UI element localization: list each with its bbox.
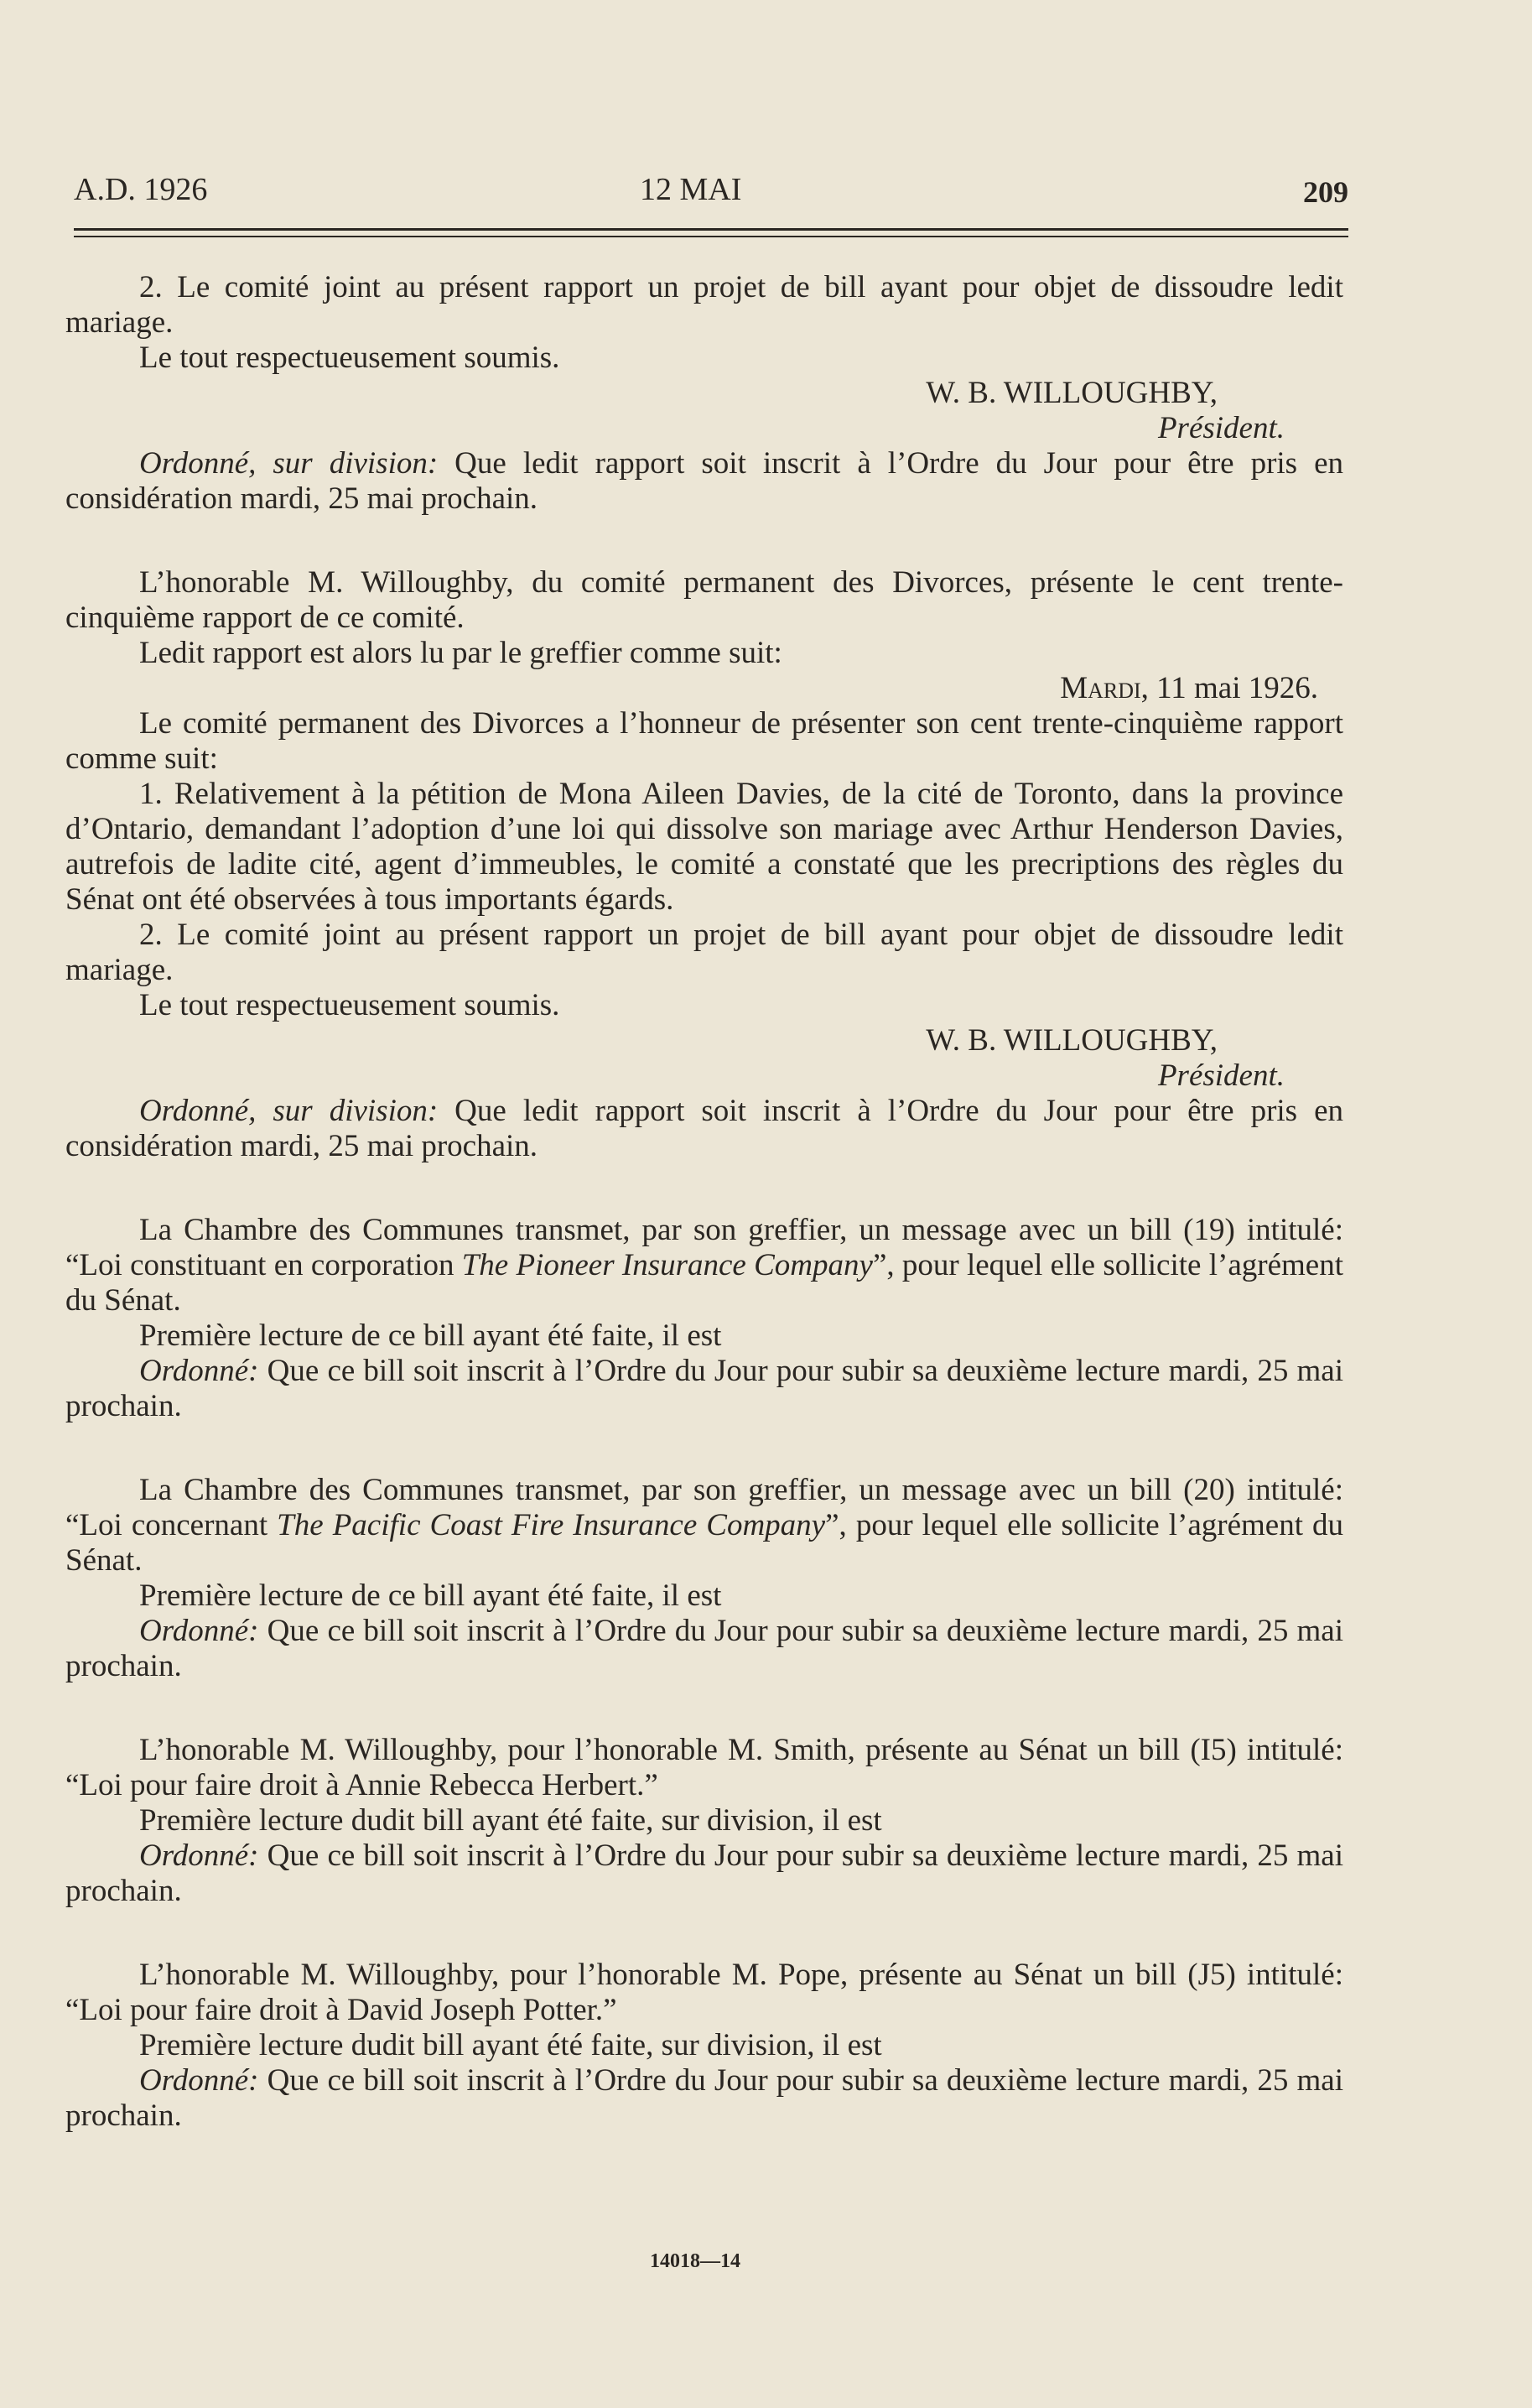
text-run: ”, pour lequel elle sollicite l’agrément du Sénat. (65, 1248, 1343, 1318)
report-date-day: Mardi (1060, 671, 1141, 705)
order-paragraph (65, 1839, 1343, 1909)
paragraph: Première lecture dudit bill ayant été faite, sur division, il est (139, 1803, 882, 1838)
page-body (65, 270, 1343, 2134)
order-text: Que ce bill soit inscrit à l’Ordre du Jour pour subir sa deuxième lecture mardi, 25 mai prochain. (65, 2063, 1343, 2133)
signature-title: Président. (1157, 1058, 1285, 1093)
paragraph (65, 1213, 1343, 1318)
order-label: Ordonné: (139, 1614, 259, 1648)
paragraph: L’honorable M. Willoughby, pour l’honorable M. Pope, présente au Sénat un bill (J5) intitulé: “Loi pour faire droit à David Joseph Potter.” (65, 1958, 1343, 2027)
signature: W. B. WILLOUGHBY, (926, 376, 1218, 410)
company-name: The Pacific Coast Fire Insurance Company (277, 1508, 826, 1542)
paragraph: Première lecture dudit bill ayant été faite, sur division, il est (139, 2028, 882, 2062)
order-text: Que ce bill soit inscrit à l’Ordre du Jour pour subir sa deuxième lecture mardi, 25 mai prochain. (65, 1839, 1343, 1908)
signature: W. B. WILLOUGHBY, (926, 1023, 1218, 1058)
order-label: Ordonné, sur division: (139, 1094, 439, 1128)
order-label: Ordonné: (139, 1354, 259, 1388)
order-text: Que ce bill soit inscrit à l’Ordre du Jour pour subir sa deuxième lecture mardi, 25 mai prochain. (65, 1354, 1343, 1423)
order-paragraph (65, 446, 1343, 517)
order-label: Ordonné: (139, 1839, 259, 1873)
report-date (65, 671, 1343, 706)
order-text: Que ledit rapport soit inscrit à l’Ordre du Jour pour être pris en considération mardi, 25 mai prochain. (65, 1094, 1343, 1163)
company-name: The Pioneer Insurance Company (461, 1248, 873, 1282)
order-paragraph (65, 1354, 1343, 1424)
paragraph: 2. Le comité joint au présent rapport un projet de bill ayant pour objet de dissoudre ledit mariage. (65, 918, 1343, 987)
header-date: 12 MAI (640, 172, 742, 207)
report-date-rest: , 11 mai 1926. (1140, 671, 1318, 705)
paragraph: Ledit rapport est alors lu par le greffier comme suit: (139, 636, 782, 670)
header-year: A.D. 1926 (74, 172, 208, 207)
paragraph: L’honorable M. Willoughby, pour l’honorable M. Smith, présente au Sénat un bill (I5) intitulé: “Loi pour faire droit à Annie Rebecca Herbert.” (65, 1733, 1343, 1802)
signature-title: Président. (1157, 411, 1285, 445)
text-run: La Chambre des Communes transmet, par son greffier, un message avec un bill (20) intitulé: “Loi concernant (65, 1473, 1343, 1542)
order-paragraph (65, 1614, 1343, 1684)
order-text: Que ce bill soit inscrit à l’Ordre du Jour pour subir sa deuxième lecture mardi, 25 mai prochain. (65, 1614, 1343, 1683)
text-run: ”, pour lequel elle sollicite l’agrément du Sénat. (65, 1508, 1344, 1578)
page-header (74, 164, 1348, 215)
order-label: Ordonné: (139, 2063, 259, 2098)
paragraph: Le tout respectueusement soumis. (139, 341, 560, 375)
order-text: Que ledit rapport soit inscrit à l’Ordre du Jour pour être pris en considération mardi, 25 mai prochain. (65, 446, 1343, 516)
paragraph: Le comité permanent des Divorces a l’honneur de présenter son cent trente-cinquième rapport comme suit: (65, 706, 1343, 776)
header-rule-thick (74, 228, 1348, 231)
header-rule-thin (74, 236, 1348, 237)
text-run: La Chambre des Communes transmet, par son greffier, un message avec un bill (19) intitulé: “Loi constituant en corporation (65, 1213, 1343, 1282)
order-paragraph (65, 1094, 1343, 1164)
paragraph (65, 1473, 1343, 1578)
paragraph: 2. Le comité joint au présent rapport un projet de bill ayant pour objet de dissoudre ledit mariage. (65, 270, 1343, 340)
order-label: Ordonné, sur division: (139, 446, 439, 481)
paragraph: L’honorable M. Willoughby, du comité permanent des Divorces, présente le cent trente-cinquième rapport de ce comité. (65, 565, 1343, 635)
paragraph: Le tout respectueusement soumis. (139, 988, 560, 1022)
paragraph: Première lecture de ce bill ayant été faite, il est (139, 1318, 722, 1353)
printer-signature-mark: 14018—14 (650, 2250, 740, 2272)
paragraph: 1. Relativement à la pétition de Mona Aileen Davies, de la cité de Toronto, dans la province d’Ontario, demandant l’adoption d’une loi qui dissolve son mariage avec Arthur Henderson Davies, autrefois de ladite cité, agent d’immeubles, le comité a constaté que les precriptions des règles du Sénat ont été observées à tous importants égards. (65, 777, 1343, 917)
page-number: 209 (1303, 175, 1348, 209)
paragraph: Première lecture de ce bill ayant été faite, il est (139, 1578, 722, 1613)
order-paragraph (65, 2063, 1343, 2134)
